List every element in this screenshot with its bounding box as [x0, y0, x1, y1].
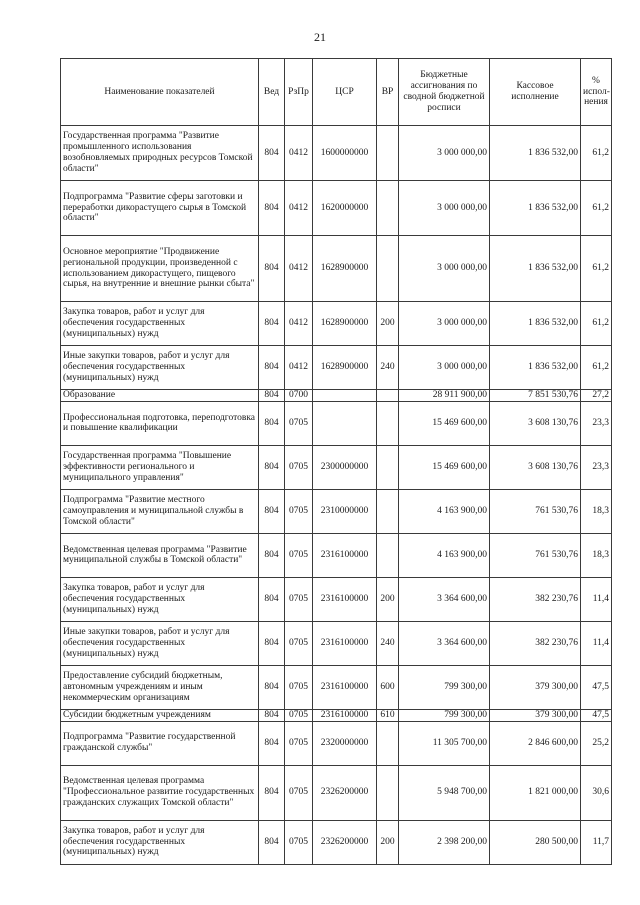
- cell-cash: 1 836 532,00: [490, 126, 581, 181]
- cell-percent: 30,6: [581, 765, 612, 820]
- cell-cash: 280 500,00: [490, 820, 581, 864]
- cell-ved: 804: [259, 665, 285, 709]
- cell-csr: 1628900000: [313, 302, 377, 346]
- cell-ved: 804: [259, 533, 285, 577]
- cell-ved: 804: [259, 181, 285, 236]
- cell-budget: 3 000 000,00: [399, 302, 490, 346]
- cell-name: Государственная программа "Повышение эффективности регионального и муниципального управления": [61, 445, 259, 489]
- cell-ved: 804: [259, 621, 285, 665]
- table-row: [61, 390, 612, 402]
- cell-percent: 11,4: [581, 577, 612, 621]
- cell-rzpr: 0412: [285, 346, 313, 390]
- cell-budget: 3 000 000,00: [399, 126, 490, 181]
- cell-rzpr: 0700: [285, 390, 313, 402]
- cell-ved: 804: [259, 445, 285, 489]
- cell-csr: 2316100000: [313, 621, 377, 665]
- cell-rzpr: 0412: [285, 302, 313, 346]
- cell-name: Предоставление субсидий бюджетным, автономным учреждениям и иным некоммерческим организациям: [61, 665, 259, 709]
- cell-percent: 18,3: [581, 533, 612, 577]
- cell-percent: 11,7: [581, 820, 612, 864]
- table-row: [61, 577, 612, 621]
- cell-cash: 382 230,76: [490, 621, 581, 665]
- cell-rzpr: 0705: [285, 445, 313, 489]
- cell-rzpr: 0705: [285, 621, 313, 665]
- cell-budget: 15 469 600,00: [399, 445, 490, 489]
- cell-name: Ведомственная целевая программа "Развитие муниципальной службы в Томской области": [61, 533, 259, 577]
- cell-rzpr: 0705: [285, 489, 313, 533]
- cell-vr: 200: [377, 820, 399, 864]
- budget-table: [60, 58, 612, 865]
- table-row: [61, 489, 612, 533]
- cell-budget: 799 300,00: [399, 665, 490, 709]
- cell-percent: 11,4: [581, 621, 612, 665]
- cell-vr: [377, 445, 399, 489]
- cell-cash: 1 836 532,00: [490, 346, 581, 390]
- cell-csr: 2316100000: [313, 665, 377, 709]
- table-row: [61, 621, 612, 665]
- cell-csr: 2316100000: [313, 709, 377, 721]
- cell-vr: [377, 181, 399, 236]
- cell-vr: 240: [377, 621, 399, 665]
- table-row: [61, 721, 612, 765]
- table-row: [61, 665, 612, 709]
- table-row: [61, 302, 612, 346]
- cell-name: Образование: [61, 390, 259, 402]
- header-budget: Бюджетные ассигнования по сводной бюджетной росписи: [399, 59, 490, 126]
- cell-budget: 2 398 200,00: [399, 820, 490, 864]
- cell-rzpr: 0412: [285, 126, 313, 181]
- cell-rzpr: 0705: [285, 765, 313, 820]
- cell-ved: 804: [259, 390, 285, 402]
- cell-rzpr: 0705: [285, 577, 313, 621]
- cell-percent: 61,2: [581, 126, 612, 181]
- cell-name: Иные закупки товаров, работ и услуг для обеспечения государственных (муниципальных) нужд: [61, 346, 259, 390]
- cell-csr: 2300000000: [313, 445, 377, 489]
- cell-cash: 7 851 530,76: [490, 390, 581, 402]
- cell-vr: 600: [377, 665, 399, 709]
- cell-name: Основное мероприятие "Продвижение региональной продукции, произведенной с использованием дикорастущего, пищевого сырья, на внутренние и внешние рынки сбыта": [61, 236, 259, 302]
- cell-budget: 3 000 000,00: [399, 181, 490, 236]
- table-row: [61, 820, 612, 864]
- cell-rzpr: 0705: [285, 665, 313, 709]
- cell-vr: [377, 533, 399, 577]
- cell-vr: [377, 489, 399, 533]
- table-row: [61, 765, 612, 820]
- cell-percent: 25,2: [581, 721, 612, 765]
- header-percent: % испол-нения: [581, 59, 612, 126]
- cell-cash: 382 230,76: [490, 577, 581, 621]
- cell-ved: 804: [259, 765, 285, 820]
- cell-csr: 2326200000: [313, 765, 377, 820]
- table-row: [61, 236, 612, 302]
- cell-ved: 804: [259, 820, 285, 864]
- cell-name: Подпрограмма "Развитие государственной гражданской службы": [61, 721, 259, 765]
- cell-vr: 200: [377, 577, 399, 621]
- page-number: 21: [314, 30, 326, 44]
- cell-ved: 804: [259, 346, 285, 390]
- cell-budget: 5 948 700,00: [399, 765, 490, 820]
- cell-vr: 610: [377, 709, 399, 721]
- cell-budget: 3 364 600,00: [399, 577, 490, 621]
- cell-ved: 804: [259, 401, 285, 445]
- cell-cash: 1 836 532,00: [490, 236, 581, 302]
- cell-cash: 3 608 130,76: [490, 445, 581, 489]
- cell-name: Профессиональная подготовка, переподготовка и повышение квалификации: [61, 401, 259, 445]
- cell-vr: [377, 721, 399, 765]
- cell-csr: [313, 390, 377, 402]
- cell-csr: 1620000000: [313, 181, 377, 236]
- table-body: [61, 126, 612, 865]
- cell-cash: 761 530,76: [490, 489, 581, 533]
- cell-csr: 2316100000: [313, 533, 377, 577]
- cell-csr: 2310000000: [313, 489, 377, 533]
- table-row: [61, 533, 612, 577]
- cell-name: Закупка товаров, работ и услуг для обеспечения государственных (муниципальных) нужд: [61, 820, 259, 864]
- cell-vr: [377, 401, 399, 445]
- cell-ved: 804: [259, 302, 285, 346]
- cell-rzpr: 0705: [285, 820, 313, 864]
- cell-name: Ведомственная целевая программа "Профессиональное развитие государственных гражданских служащих Томской области": [61, 765, 259, 820]
- cell-ved: 804: [259, 577, 285, 621]
- cell-csr: 1628900000: [313, 346, 377, 390]
- cell-ved: 804: [259, 721, 285, 765]
- cell-rzpr: 0412: [285, 181, 313, 236]
- cell-ved: 804: [259, 236, 285, 302]
- cell-percent: 61,2: [581, 302, 612, 346]
- cell-budget: 11 305 700,00: [399, 721, 490, 765]
- cell-percent: 47,5: [581, 709, 612, 721]
- cell-name: Государственная программа "Развитие промышленного использования возобновляемых природных ресурсов Томской области": [61, 126, 259, 181]
- cell-vr: 240: [377, 346, 399, 390]
- cell-budget: 3 000 000,00: [399, 346, 490, 390]
- cell-cash: 1 836 532,00: [490, 181, 581, 236]
- table-row: [61, 181, 612, 236]
- cell-percent: 23,3: [581, 445, 612, 489]
- cell-csr: [313, 401, 377, 445]
- cell-name: Иные закупки товаров, работ и услуг для обеспечения государственных (муниципальных) нужд: [61, 621, 259, 665]
- cell-vr: [377, 765, 399, 820]
- cell-percent: 18,3: [581, 489, 612, 533]
- cell-budget: 3 364 600,00: [399, 621, 490, 665]
- cell-ved: 804: [259, 489, 285, 533]
- header-vr: ВР: [377, 59, 399, 126]
- cell-rzpr: 0705: [285, 709, 313, 721]
- cell-vr: 200: [377, 302, 399, 346]
- table-header-row: [61, 59, 612, 126]
- cell-cash: 761 530,76: [490, 533, 581, 577]
- cell-budget: 3 000 000,00: [399, 236, 490, 302]
- cell-name: Закупка товаров, работ и услуг для обеспечения государственных (муниципальных) нужд: [61, 302, 259, 346]
- cell-csr: 2316100000: [313, 577, 377, 621]
- table-row: [61, 346, 612, 390]
- header-name: Наименование показателей: [61, 59, 259, 126]
- table-row: [61, 126, 612, 181]
- cell-rzpr: 0412: [285, 236, 313, 302]
- cell-percent: 61,2: [581, 181, 612, 236]
- cell-cash: 1 821 000,00: [490, 765, 581, 820]
- cell-budget: 15 469 600,00: [399, 401, 490, 445]
- cell-budget: 799 300,00: [399, 709, 490, 721]
- header-cash: Кассовое исполнение: [490, 59, 581, 126]
- header-ved: Вед: [259, 59, 285, 126]
- cell-percent: 27,2: [581, 390, 612, 402]
- table-row: [61, 445, 612, 489]
- cell-rzpr: 0705: [285, 401, 313, 445]
- cell-cash: 379 300,00: [490, 665, 581, 709]
- cell-cash: 1 836 532,00: [490, 302, 581, 346]
- cell-rzpr: 0705: [285, 533, 313, 577]
- cell-vr: [377, 390, 399, 402]
- cell-rzpr: 0705: [285, 721, 313, 765]
- cell-percent: 61,2: [581, 346, 612, 390]
- table-row: [61, 709, 612, 721]
- table-row: [61, 401, 612, 445]
- header-csr: ЦСР: [313, 59, 377, 126]
- cell-cash: 3 608 130,76: [490, 401, 581, 445]
- cell-vr: [377, 236, 399, 302]
- cell-name: Закупка товаров, работ и услуг для обеспечения государственных (муниципальных) нужд: [61, 577, 259, 621]
- header-rzpr: РзПр: [285, 59, 313, 126]
- cell-budget: 28 911 900,00: [399, 390, 490, 402]
- cell-csr: 2320000000: [313, 721, 377, 765]
- cell-percent: 23,3: [581, 401, 612, 445]
- cell-budget: 4 163 900,00: [399, 533, 490, 577]
- cell-cash: 2 846 600,00: [490, 721, 581, 765]
- cell-name: Подпрограмма "Развитие сферы заготовки и переработки дикорастущего сырья в Томской области": [61, 181, 259, 236]
- cell-cash: 379 300,00: [490, 709, 581, 721]
- cell-csr: 1628900000: [313, 236, 377, 302]
- cell-name: Подпрограмма "Развитие местного самоуправления и муниципальной службы в Томской области": [61, 489, 259, 533]
- cell-csr: 2326200000: [313, 820, 377, 864]
- cell-budget: 4 163 900,00: [399, 489, 490, 533]
- cell-percent: 47,5: [581, 665, 612, 709]
- cell-vr: [377, 126, 399, 181]
- cell-csr: 1600000000: [313, 126, 377, 181]
- cell-percent: 61,2: [581, 236, 612, 302]
- cell-ved: 804: [259, 126, 285, 181]
- cell-ved: 804: [259, 709, 285, 721]
- cell-name: Субсидии бюджетным учреждениям: [61, 709, 259, 721]
